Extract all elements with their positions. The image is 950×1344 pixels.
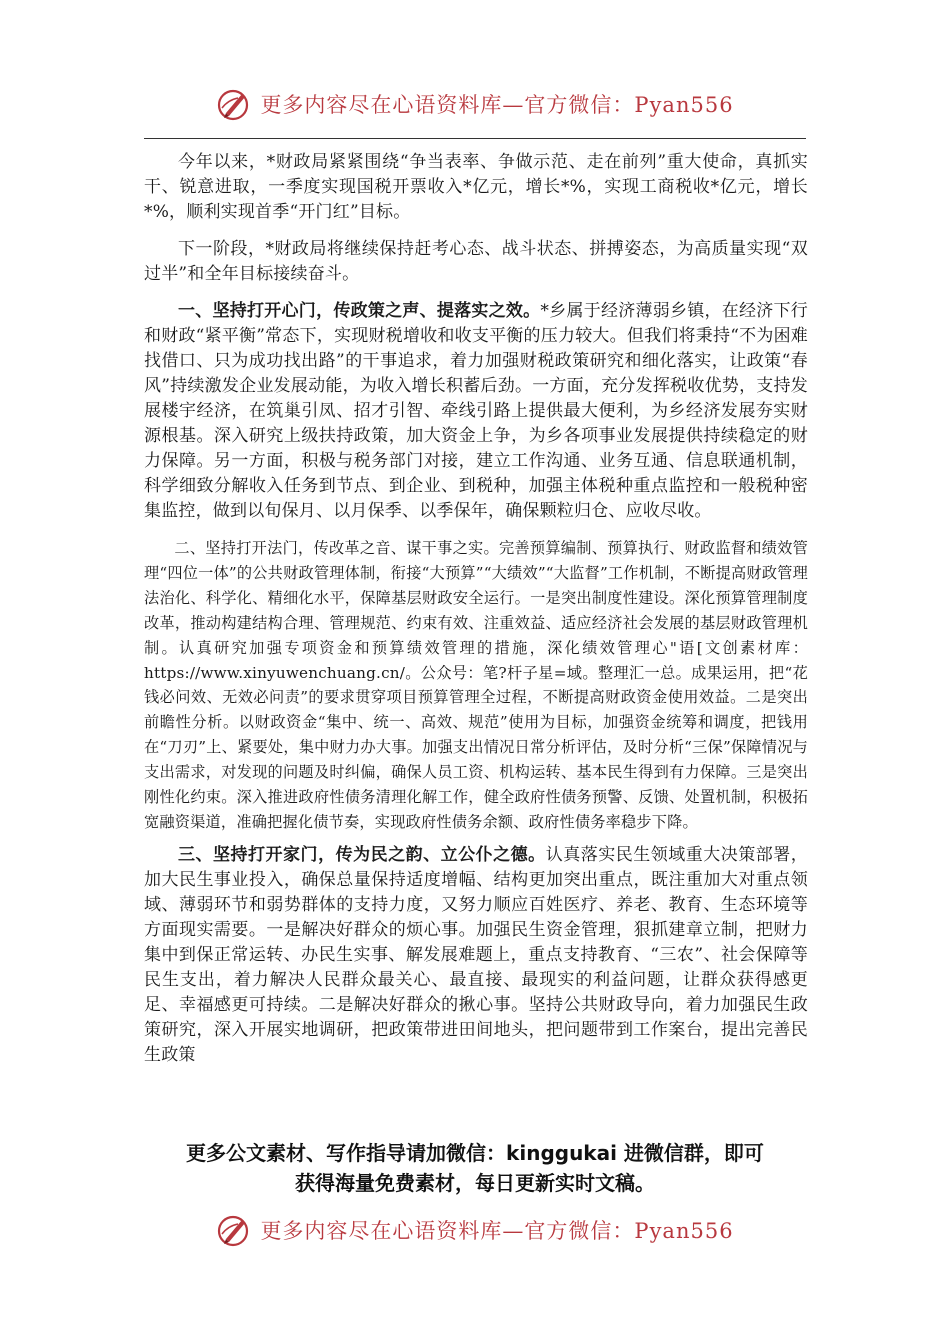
section-heading: 一、坚持打开心门，传政策之声、提落实之效。 [178, 301, 541, 321]
header-banner-text: 更多内容尽在心语资料库—官方微信：Pyan556 [260, 93, 734, 117]
paragraph-text: 二、坚持打开法门，传改革之音、谋干事之实。完善预算编制、预算执行、财政监督和绩效管理“四位一体”的公共财政管理体制，衔接“大预算”“大绩效”“大监督”工作机制，不断提高财政管理法治化、科学化、精细化水平，保障基层财政安全运行。一是突出制度性建设。深化预算管理制度改革，推动构建结构合理、管理规范、约束有效、注重效益、适应经济社会发展的基层财政管理机制。认真研究加强专项资金和预算绩效管理的措施，深化绩效管理心"语[文创素材库：https://www.xinyuwenchuang.cn/。公众号：笔?杆子星=域。整理汇一总。成果运用，把“花钱必问效、无效必问责”的要求贯穿项目预算管理全过程，不断提高财政资金使用效益。二是突出前瞻性分析。以财政资金“集中、统一、高效、规范”使用为目标，加强资金统筹和调度，把钱用在“刀刃”上、紧要处，集中财力办大事。加强支出情况日常分析评估，及时分析“三保”保障情况与支出需求，对发现的问题及时纠偏，确保人员工资、机构运转、基本民生得到有力保障。三是突出刚性化约束。深入推进政府性债务清理化解工作，健全政府性债务预警、反馈、处置机制，积极拓宽融资渠道，准确把握化债节奏，实现政府性债务余额、政府性债务率稳步下降。 [144, 539, 808, 831]
paragraph-next-stage [144, 237, 808, 287]
promo-line-1: 更多公文素材、写作指导请加微信：kinggukai 进微信群，即可 [186, 1141, 764, 1165]
paragraph-text: 今年以来，*财政局紧紧围绕“争当表率、争做示范、走在前列”重大使命，真抓实干、锐意进取，一季度实现国税开票收入*亿元，增长*%，实现工商税收*亿元，增长*%，顺利实现首季“开门红”目标。 [144, 152, 808, 222]
footer-banner-text: 更多内容尽在心语资料库—官方微信：Pyan556 [260, 1219, 734, 1243]
paragraph-section-two [144, 536, 808, 835]
header-divider [144, 138, 806, 139]
section-heading: 三、坚持打开家门，传为民之韵、立公仆之德。 [178, 844, 546, 865]
paragraph-text: 认真落实民生领域重大决策部署，加大民生事业投入，确保总量保持适度增幅、结构更加突出重点，既注重加大对重点领域、薄弱环节和弱势群体的支持力度，又努力顺应百姓医疗、养老、教育、生态环境等方面现实需要。一是解决好群众的烦心事。加强民生资金管理，狠抓建章立制，把财力集中到保正常运转、办民生实事、解发展难题上，重点支持教育、“三农”、社会保障等民生支出，着力解决人民群众最关心、最直接、最现实的利益问题，让群众获得感更足、幸福感更可持续。二是解决好群众的揪心事。坚持公共财政导向，着力加强民生政策研究，深入开展实地调研，把政策带进田间地头，把问题带到工作案台，提出完善民生政策 [144, 844, 809, 1065]
paragraph-section-one [144, 299, 808, 524]
footer-banner [0, 1208, 950, 1252]
paragraph-text: *乡属于经济薄弱乡镇，在经济下行和财政“紧平衡”常态下，实现财税增收和收支平衡的压力较大。但我们将秉持“不为困难找借口、只为成功找出路”的干事追求，着力加强财税政策研究和细化落实，让政策“春风”持续激发企业发展动能，为收入增长积蓄后劲。一方面，充分发挥税收优势，支持发展楼宇经济，在筑巢引凤、招才引智、牵线引路上提供最大便利，为乡经济发展夯实财源根基。深入研究上级扶持政策，加大资金上争，为乡各项事业发展提供持续稳定的财力保障。另一方面，积极与税务部门对接，建立工作沟通、业务互通、信息联通机制，科学细致分解收入任务到节点、到企业、到税种，加强主体税种重点监控和一般税种密集监控，做到以旬保月、以月保季、以季保年，确保颗粒归仓、应收尽收。 [144, 301, 808, 521]
paragraph-text: 下一阶段，*财政局将继续保持赶考心态、战斗状态、拼搏姿态，为高质量实现“双过半”和全年目标接续奋斗。 [144, 239, 808, 284]
promo-line-2: 获得海量免费素材，每日更新实时文稿。 [295, 1171, 655, 1195]
header-banner [0, 82, 950, 126]
paragraph-intro [144, 150, 808, 225]
promo-notice [120, 1138, 830, 1198]
pen-logo-icon [216, 86, 252, 122]
document-body [144, 150, 808, 1080]
paragraph-section-three [144, 843, 808, 1068]
pen-logo-icon [216, 1212, 252, 1248]
